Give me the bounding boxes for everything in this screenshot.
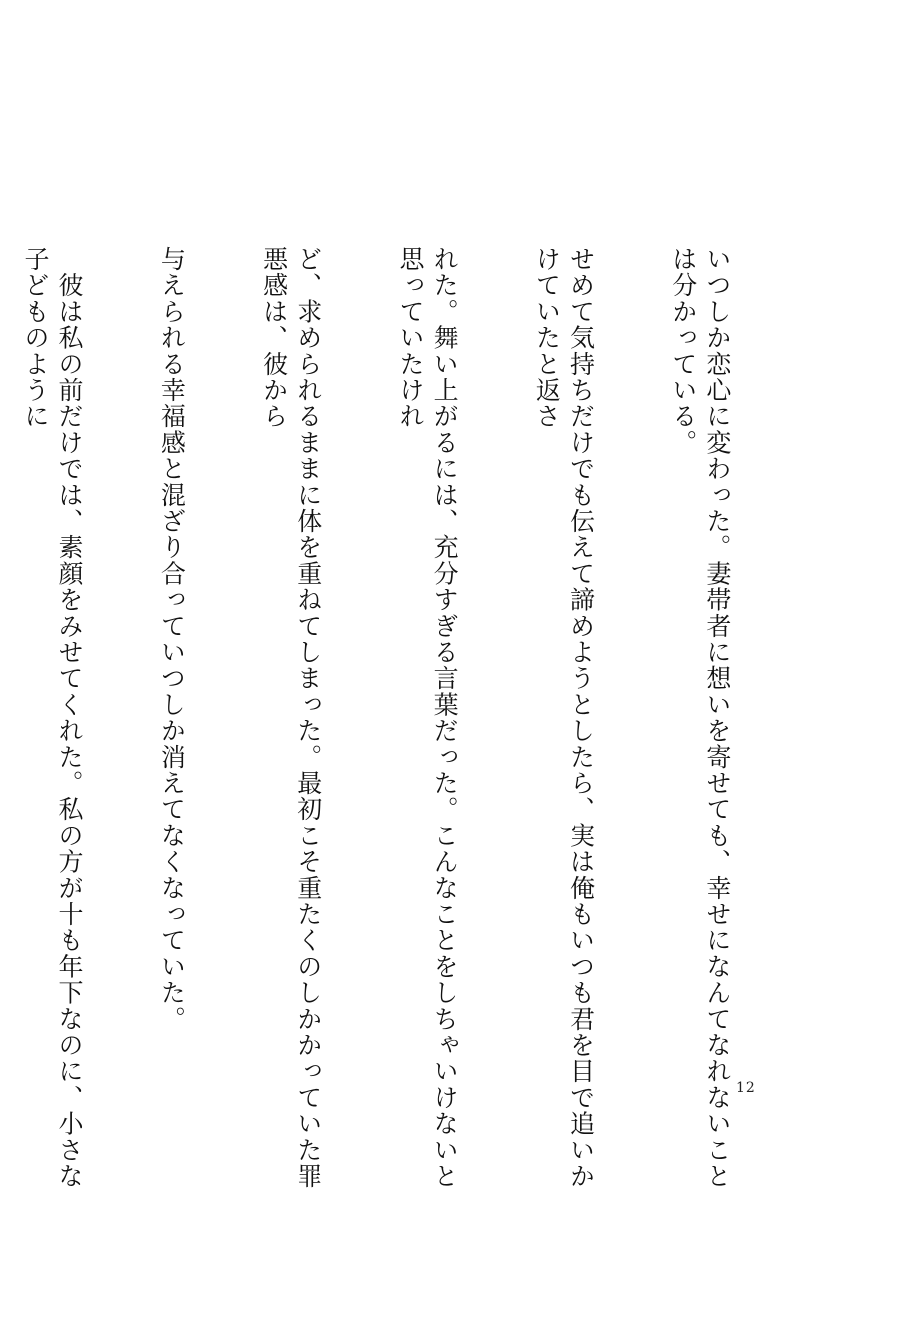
text-line: いつしか恋心に変わった。妻帯者に想いを寄せても、幸せになんてなれないことは分かっている。 (668, 246, 732, 1190)
text-line: ど、求められるままに体を重ねてしまった。最初こそ重たくのしかかっていた罪悪感は、彼から (259, 246, 323, 1190)
page-number: 12 (736, 1080, 756, 1096)
vertical-body-text (20, 246, 802, 1196)
text-line: 彼は私の前だけでは、素顔をみせてくれた。私の方が十も年下なのに、小さな子どものように (20, 246, 85, 1190)
text-line: 与えられる幸福感と混ざり合っていつしか消えてなくなっていた。 (157, 246, 187, 1032)
text-line: せめて気持ちだけでも伝えて諦めようとしたら、実は俺もいつも君を目で追いかけていたと返さ (532, 246, 596, 1190)
text-line: れた。舞い上がるには、充分すぎる言葉だった。こんなことをしちゃいけないと思っていたけれ (395, 246, 460, 1190)
